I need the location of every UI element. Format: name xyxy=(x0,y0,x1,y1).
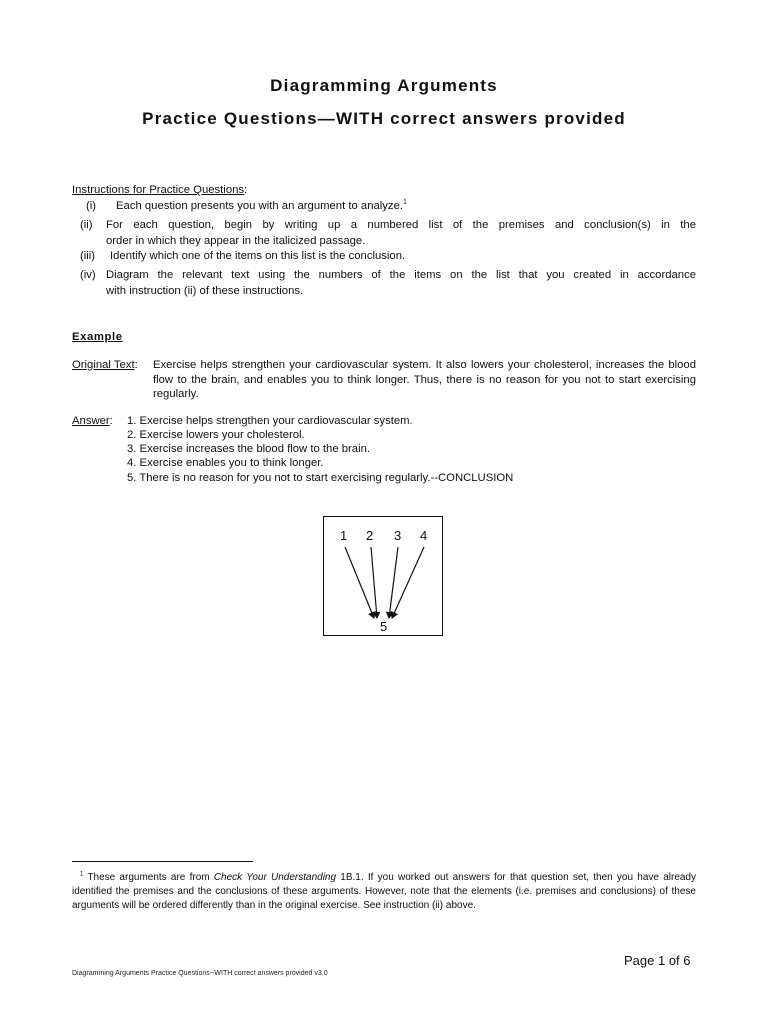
answer-item-1: 1. Exercise helps strengthen your cardiovascular system. xyxy=(127,415,413,427)
arrow-2-to-5 xyxy=(371,547,377,618)
instruction-label: (iv) xyxy=(80,269,96,281)
premise-4-label: 4 xyxy=(420,528,428,543)
instruction-label: (iii) xyxy=(80,250,96,262)
argument-diagram xyxy=(323,516,443,636)
footnote-divider xyxy=(72,861,253,862)
instruction-text: For each question, begin by writing up a numbered list of the premises and conclusion(s) in the xyxy=(106,219,696,231)
instructions-heading xyxy=(72,183,247,197)
footnote-marker: 1 xyxy=(80,871,84,878)
conclusion-5-label: 5 xyxy=(380,619,388,634)
arrow-1-to-5 xyxy=(345,547,374,618)
page-footer: Diagramming Arguments Practice Questions--WITH correct answers provided v3.0 xyxy=(72,970,328,977)
document-subtitle: Practice Questions—WITH correct answers provided xyxy=(142,109,626,128)
footnote-reference[interactable]: 1 xyxy=(403,199,407,207)
instruction-item-i xyxy=(80,199,696,215)
footnote-text-end: 1B.1. If you worked out answers for that question set, then you have already identified the premises and the conclusions of these arguments. However, note that the elements (i.e. premises and conclusions) of these arguments will be ordered differently than in the original exercise. See instruction (ii) above. xyxy=(72,872,696,911)
document-title: Diagramming Arguments xyxy=(270,76,498,95)
footnote-text-start: These arguments are from xyxy=(87,872,214,883)
answer-item-4: 4. Exercise enables you to think longer. xyxy=(127,457,324,469)
example-heading: Example xyxy=(72,331,123,343)
premise-3-label: 3 xyxy=(394,528,402,543)
answer-label: Answer: xyxy=(72,415,113,427)
instructions-heading-colon: : xyxy=(244,184,248,196)
instruction-text: Diagram the relevant text using the numbers of the items on the list that you created in accordance xyxy=(106,269,696,281)
answer-item-5: 5. There is no reason for you not to start exercising regularly.--CONCLUSION xyxy=(127,472,514,484)
premise-1-label: 1 xyxy=(340,528,348,543)
instruction-label: (i) xyxy=(86,200,97,212)
instruction-label: (ii) xyxy=(80,219,93,231)
instruction-item-iv xyxy=(80,268,696,299)
answer-item-3: 3. Exercise increases the blood flow to the brain. xyxy=(127,443,371,455)
instruction-item-ii xyxy=(80,218,696,249)
answer-item-2: 2. Exercise lowers your cholesterol. xyxy=(127,429,305,441)
original-text-body: Exercise helps strengthen your cardiovascular system. It also lowers your cholesterol, increases the blood flow to the brain, and enables you to think longer. Thus, there is no reason for you not to start exercising regularly. xyxy=(153,359,696,400)
footnote xyxy=(72,871,696,913)
original-text-label-text: Original Text xyxy=(72,359,135,371)
premise-2-label: 2 xyxy=(366,528,374,543)
instruction-item-iii xyxy=(80,249,696,265)
instructions-heading-text: Instructions for Practice Questions xyxy=(72,184,245,196)
instruction-text: Each question presents you with an argument to analyze. xyxy=(116,200,403,212)
page-number: Page 1 of 6 xyxy=(624,953,691,968)
argument-diagram-svg xyxy=(324,517,444,637)
footnote-text-italic: Check Your Understanding xyxy=(213,872,337,883)
instruction-text: Identify which one of the items on this list is the conclusion. xyxy=(110,250,406,262)
instruction-continuation: with instruction (ii) of these instructions. xyxy=(106,284,304,297)
answer-label-text: Answer xyxy=(72,415,110,427)
original-text-label: Original Text: xyxy=(72,359,138,371)
instruction-continuation: order in which they appear in the italicized passage. xyxy=(106,234,366,247)
